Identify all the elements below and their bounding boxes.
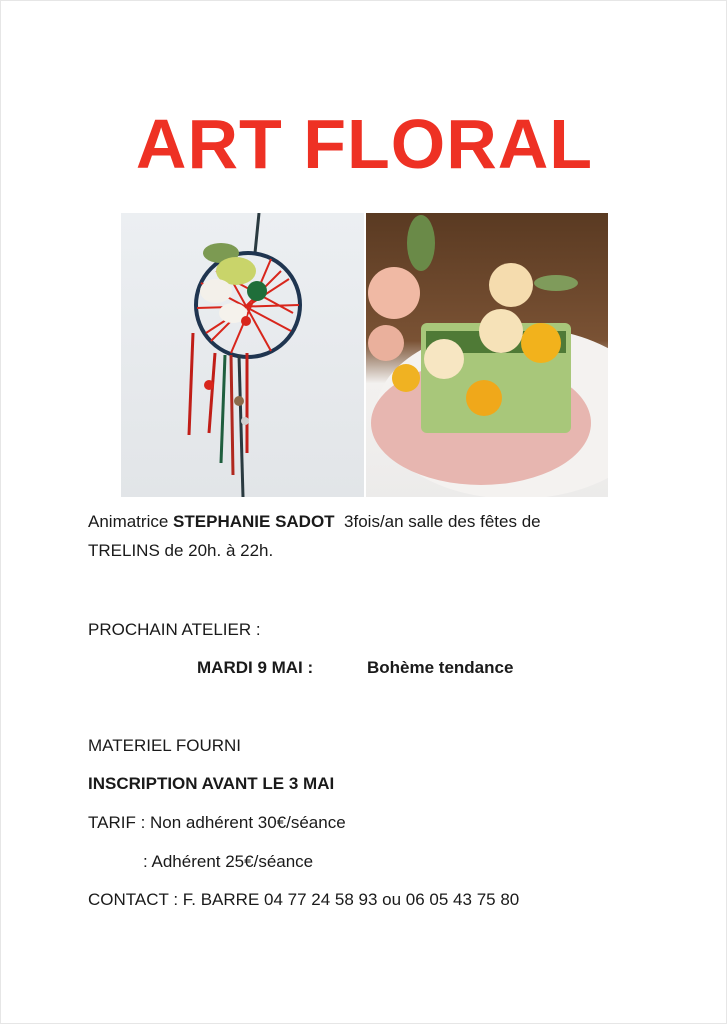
intro-prefix: Animatrice bbox=[88, 512, 169, 531]
contact-line: CONTACT : F. BARRE 04 77 24 58 93 ou 06 05 43 75 80 bbox=[88, 890, 520, 909]
intro-suffix: 3fois/an salle des fêtes de bbox=[344, 512, 541, 531]
flyer-title: ART FLORAL bbox=[135, 105, 594, 183]
tarif-non-member: TARIF : Non adhérent 30€/séance bbox=[88, 813, 346, 832]
next-workshop-date: MARDI 9 MAI : bbox=[197, 658, 314, 677]
intro-line-2: TRELINS de 20h. à 22h. bbox=[88, 541, 274, 560]
registration-deadline: INSCRIPTION AVANT LE 3 MAI bbox=[88, 774, 335, 793]
animator-name: STEPHANIE SADOT bbox=[173, 512, 335, 531]
intro-line-1 bbox=[88, 511, 541, 533]
photo-strip bbox=[121, 213, 608, 497]
next-workshop-label: PROCHAIN ATELIER : bbox=[88, 620, 261, 639]
next-workshop-theme: Bohème tendance bbox=[367, 658, 514, 677]
flower-box-arrangement-photo bbox=[366, 213, 608, 497]
materials-line: MATERIEL FOURNI bbox=[88, 736, 242, 755]
dreamcatcher-floral-photo bbox=[121, 213, 364, 497]
tarif-member: : Adhérent 25€/séance bbox=[143, 852, 314, 871]
